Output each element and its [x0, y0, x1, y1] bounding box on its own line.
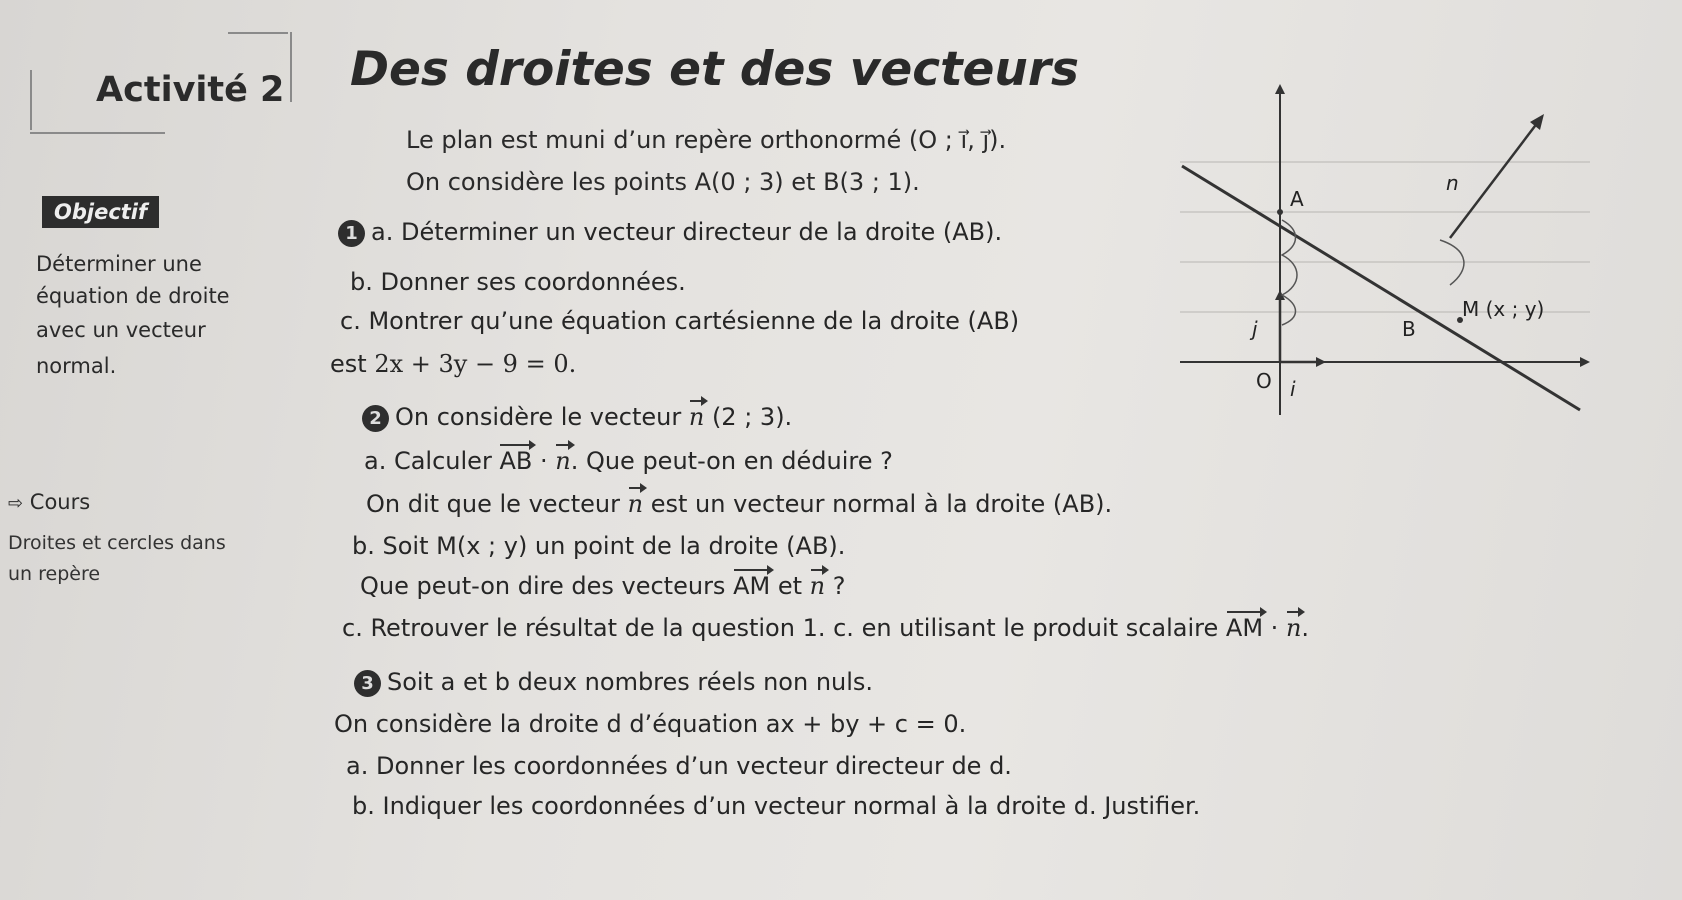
q3-intro-text: Soit a et b deux nombres réels non nuls. [387, 668, 874, 696]
q3-intro [354, 668, 873, 697]
frame-top-line [228, 32, 288, 34]
q3-b: b. Indiquer les coordonnées d’un vecteur normal à la droite d. Justifier. [352, 792, 1201, 820]
step-curves [1282, 220, 1297, 325]
point-a [1277, 209, 1283, 215]
objectif-line-2: équation de droite [36, 284, 230, 308]
q1-equation: 2x + 3y − 9 = 0. [374, 350, 577, 378]
q1-b: b. Donner ses coordonnées. [350, 268, 686, 296]
label-j: j [1252, 317, 1258, 341]
q2-intro-prefix: On considère le vecteur [395, 403, 689, 431]
q2-note [366, 490, 1112, 518]
vec-n: n [627, 490, 644, 518]
frame-left-line [30, 70, 32, 130]
objectif-badge: Objectif [42, 196, 159, 228]
q2-b-and: et [770, 572, 810, 600]
q2-a-prefix: a. Calculer [364, 447, 500, 475]
label-i: i [1290, 377, 1296, 401]
q3-line-2: On considère la droite d d’équation ax + by + c = 0. [334, 710, 967, 738]
q2-c [342, 614, 1309, 642]
vector-i-arrow-icon [1316, 357, 1326, 367]
vector-n [1450, 122, 1538, 238]
frame-bottom-line [30, 132, 165, 134]
q1-c-end [330, 350, 576, 378]
page-title: Des droites et des vecteurs [350, 42, 1080, 97]
label-b: B [1402, 317, 1416, 341]
q1-a-text: a. Déterminer un vecteur directeur de la droite (AB). [371, 218, 1003, 246]
q2-intro [362, 403, 792, 432]
vector-n-arrow-icon [1530, 114, 1544, 130]
arrow-right-icon: ⇨ [8, 493, 24, 514]
q2-number-badge: 2 [362, 405, 389, 432]
cours-line-1: Droites et cercles dans [8, 532, 226, 554]
q2-a [364, 447, 893, 475]
intro-line-2: On considère les points A(0 ; 3) et B(3 ; 1). [406, 168, 920, 196]
q3-number-badge: 3 [354, 670, 381, 697]
y-axis-arrow-icon [1275, 84, 1285, 94]
q1-c-end-prefix: est [330, 350, 375, 378]
cours-link[interactable] [8, 490, 90, 514]
q2-a-dot: · [532, 447, 556, 475]
vec-n: n [688, 403, 705, 431]
q2-b-line-1: b. Soit M(x ; y) un point de la droite (AB). [352, 532, 846, 560]
q2-c-dot: · [1263, 614, 1286, 642]
coordinate-figure [1170, 70, 1590, 430]
q2-b-end: ? [825, 572, 846, 600]
label-n: n [1446, 171, 1459, 195]
vec-n: n [555, 447, 571, 475]
label-m: M (x ; y) [1462, 297, 1545, 321]
frame-right-line [290, 32, 292, 102]
vec-am: AM [733, 572, 771, 600]
vec-am: AM [1225, 614, 1264, 642]
q1-c: c. Montrer qu’une équation cartésienne de la droite (AB) [340, 307, 1020, 335]
q2-a-suffix: . Que peut-on en déduire ? [570, 447, 893, 475]
q2-c-end: . [1301, 614, 1310, 642]
objectif-line-1: Déterminer une [36, 252, 202, 276]
q2-note-suffix: est un vecteur normal à la droite (AB). [643, 490, 1113, 518]
q2-c-prefix: c. Retrouver le résultat de la question 1. c. en utilisant le produit scalaire [342, 614, 1226, 642]
q3-a: a. Donner les coordonnées d’un vecteur directeur de d. [346, 752, 1012, 780]
q2-note-prefix: On dit que le vecteur [366, 490, 628, 518]
vec-ab: AB [499, 447, 533, 475]
label-o: O [1256, 369, 1272, 393]
cours-line-2: un repère [8, 563, 101, 585]
vec-n: n [1285, 614, 1302, 642]
intro-line-1: Le plan est muni d’un repère orthonormé (O ; i⃗, j⃗). [406, 126, 1007, 154]
objectif-line-4: normal. [36, 354, 117, 378]
objectif-line-3: avec un vecteur [36, 318, 206, 342]
q2-b-line-2 [360, 572, 845, 600]
vec-n: n [809, 572, 826, 600]
q2-intro-suffix: (2 ; 3). [704, 403, 793, 431]
cours-label: Cours [29, 490, 91, 514]
q1-number-badge: 1 [338, 220, 365, 247]
q1-a [338, 218, 1002, 247]
q2-b-prefix: Que peut-on dire des vecteurs [360, 572, 734, 600]
activity-label: Activité 2 [96, 70, 285, 110]
x-axis-arrow-icon [1580, 357, 1590, 367]
label-a: A [1290, 187, 1304, 211]
line-ab [1182, 166, 1580, 410]
